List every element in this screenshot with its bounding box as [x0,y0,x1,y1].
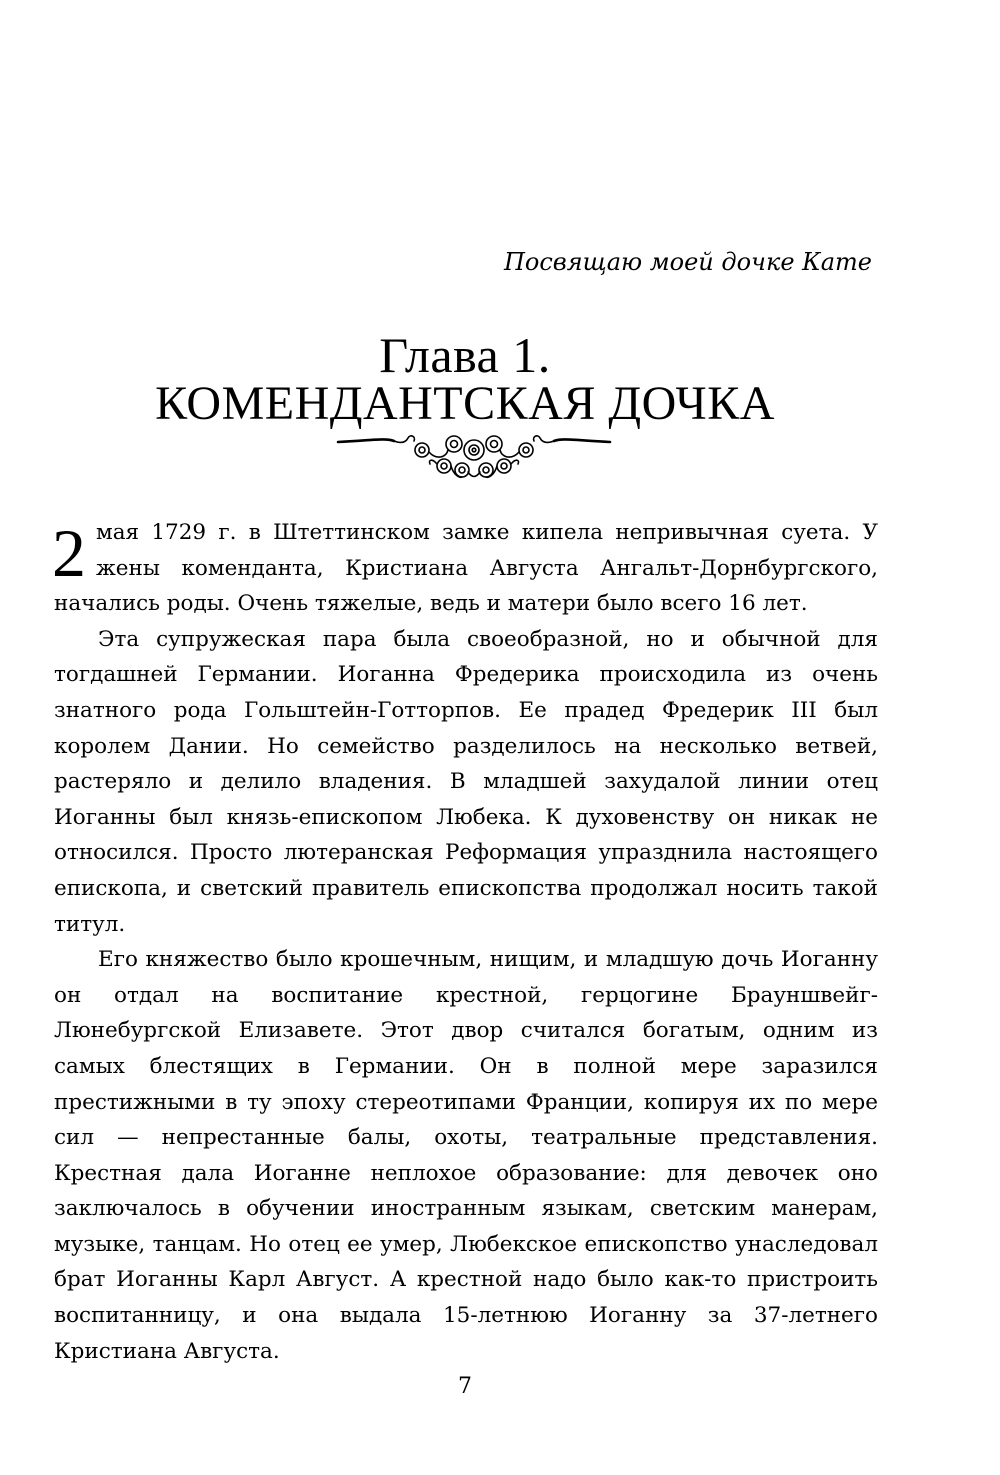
paragraph-3 [54,942,878,1369]
page-number: 7 [458,1374,472,1399]
drop-cap: 2 [52,515,86,591]
chapter-number: Глава 1. [379,327,551,383]
chapter-title: КОМЕНДАНТСКАЯ ДОЧКА [155,377,775,430]
ornament-swirl-icon [336,428,612,488]
paragraph-text: Эта супружеская пара была своеобразной, но и обычной для тогдашней Германии. Иоганна Фредерика происходила из очень знатного рода Гольштейн-Готторпов. Ее прадед Фредерик III был королем Дании. Но семейство разделилось на несколько ветвей, растеряло и делило владения. В младшей захудалой линии отец Иоганны был князь-епископом Любека. К духовенству он никак не относился. Просто лютеранская Реформация упразднила настоящего епископа, и светский правитель епископства продолжал носить такой титул. [54,626,878,937]
paragraph-text: мая 1729 г. в Штеттинском замке кипела непривычная суета. У жены коменданта, Кристиана Августа Ангальт-Дорнбургского, начались роды. Очень тяжелые, ведь и матери было всего 16 лет. [54,520,878,617]
dedication: Посвящаю моей дочке Кате [503,248,872,276]
paragraph-2 [54,622,878,942]
paragraph-1 [54,515,878,622]
paragraph-text: Его княжество было крошечным, нищим, и младшую дочь Иоганну он отдал на воспитание крестной, герцогине Брауншвейг-Люнебургской Елизавете. Этот двор считался богатым, одним из самых блестящих в Германии. Он в полной мере заразился престижными в ту эпоху стереотипами Франции, копируя их по мере сил — непрестанные балы, охоты, театральные представления. Крестная дала Иоганне неплохое образование: для девочек оно заключалось в обучении иностранным языкам, светским манерам, музыке, танцам. Но отец ее умер, Любекское епископство унаследовал брат Иоганны Карл Август. А крестной надо было как-то пристроить воспитанницу, и она выдала 15-летнюю Иоганну за 37-летнего Кристиана Августа. [54,947,878,1364]
body-text [54,515,878,1369]
